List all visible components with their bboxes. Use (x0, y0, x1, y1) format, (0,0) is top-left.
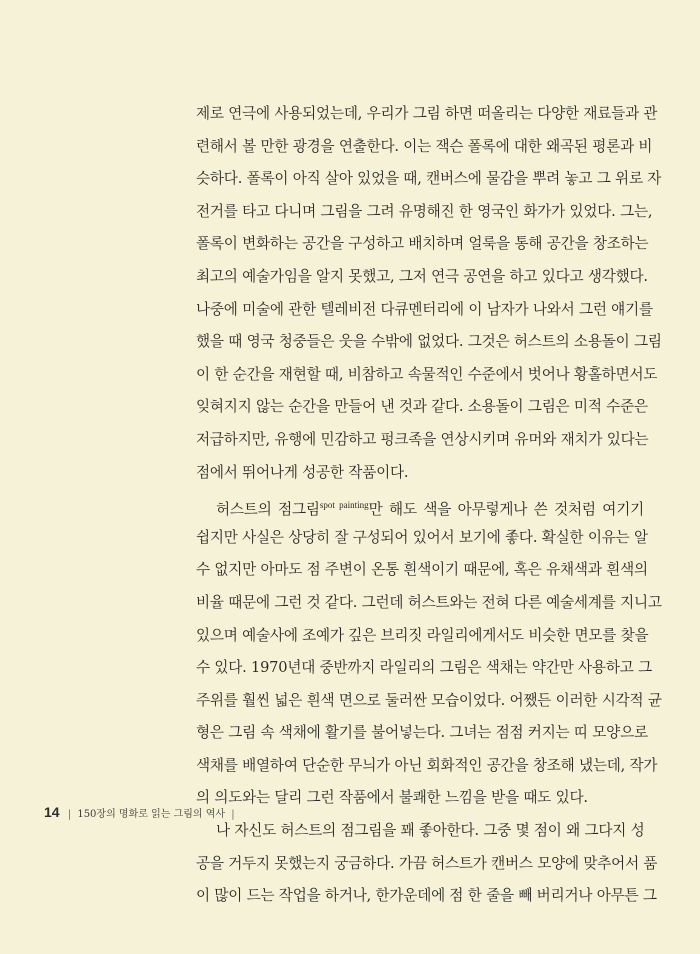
text-line: 수 없지만 아마도 점 주변이 온통 흰색이기 때문에, 혹은 유채색과 흰색의 (196, 561, 648, 579)
text-line: 전거를 타고 다니며 그림을 그려 유명해진 한 영국인 화가가 있었다. 그는, (196, 202, 653, 220)
text-line: 이 한 순간을 재현할 때, 비참하고 속물적인 수준에서 벗어나 황홀하면서도 (196, 365, 658, 383)
page-footer (44, 804, 238, 823)
paragraph-first-line (196, 489, 644, 522)
page-number: 14 (44, 804, 60, 820)
text-line: 슷하다. 폴록이 아직 살아 있었을 때, 캔버스에 물감을 뿌려 놓고 그 위로 자 (196, 170, 662, 188)
term-annotation: spot painting (319, 500, 369, 511)
text-line: 이 많이 드는 작업을 하거나, 한가운데에 점 한 줄을 빼 버리거나 아무튼 그 (196, 887, 657, 905)
text-line: 나중에 미술에 관한 텔레비전 다큐멘터리에 이 남자가 나와서 그런 얘기를 (196, 300, 653, 318)
text-line: 주위를 훨씬 넓은 흰색 면으로 둘러싼 모습이었다. 어쨌든 이러한 시각적 균 (196, 691, 662, 709)
running-title: 150장의 명화로 읽는 그림의 역사 (77, 809, 226, 820)
text-line: 비율 때문에 그런 것 같다. 그런데 허스트와는 전혀 다른 예술세계를 지니고 (196, 593, 662, 611)
text-line: 수 있다. 1970년대 중반까지 라일리의 그림은 색채는 약간만 사용하고 그 (196, 659, 652, 677)
footer-separator: | (67, 809, 72, 820)
text-line: 저급하지만, 유행에 민감하고 펑크족을 연상시키며 유머와 재치가 있다는 (196, 430, 649, 448)
text-line: 했을 때 영국 청중들은 웃을 수밖에 없었다. 그것은 허스트의 소용돌이 그림 (196, 333, 662, 351)
text-fragment: 만 해도 색을 아무렇게나 쓴 것처럼 여기기 (368, 501, 644, 519)
text-line: 쉽지만 사실은 상당히 잘 구성되어 있어서 보기에 좋다. 확실한 이유는 알 (196, 528, 648, 546)
text-line: 최고의 예술가임을 알지 못했고, 그저 연극 공연을 하고 있다고 생각했다. (196, 267, 648, 285)
text-line: 련해서 볼 만한 광경을 연출한다. 이는 잭슨 폴록에 대한 왜곡된 평론과 비 (196, 137, 653, 155)
text-line: 점에서 뛰어나게 성공한 작품이다. (196, 463, 409, 481)
text-line: 형은 그림 속 색채에 활기를 불어넣는다. 그녀는 점점 커지는 띠 모양으로 (196, 724, 648, 742)
text-line: 의 의도와는 달리 그런 작품에서 불쾌한 느낌을 받을 때도 있다. (196, 789, 588, 807)
text-line: 폴록이 변화하는 공간을 구성하고 배치하며 얼룩을 통해 공간을 창조하는 (196, 235, 649, 253)
footer-separator: | (231, 809, 235, 820)
text-line: 제로 연극에 사용되었는데, 우리가 그림 하면 떠올리는 다양한 재료들과 관 (196, 105, 658, 122)
text-line: 색채를 배열하여 단순한 무늬가 아닌 회화적인 공간을 창조해 냈는데, 작가 (196, 756, 658, 774)
paragraph-first-line: 나 자신도 허스트의 점그림을 꽤 좋아한다. 그중 몇 점이 왜 그다지 성 (216, 822, 645, 840)
text-line: 공을 거두지 못했는지 궁금하다. 가끔 허스트가 캔버스 모양에 맞추어서 품 (196, 854, 658, 872)
text-fragment: 허스트의 점그림 (216, 501, 320, 519)
text-line: 있으며 예술사에 조예가 깊은 브리짓 라일리에게서도 비슷한 면모를 찾을 (196, 626, 649, 644)
body-text (196, 98, 662, 913)
text-line: 잊혀지지 않는 순간을 만들어 낸 것과 같다. 소용돌이 그림은 미적 수준은 (196, 398, 648, 416)
